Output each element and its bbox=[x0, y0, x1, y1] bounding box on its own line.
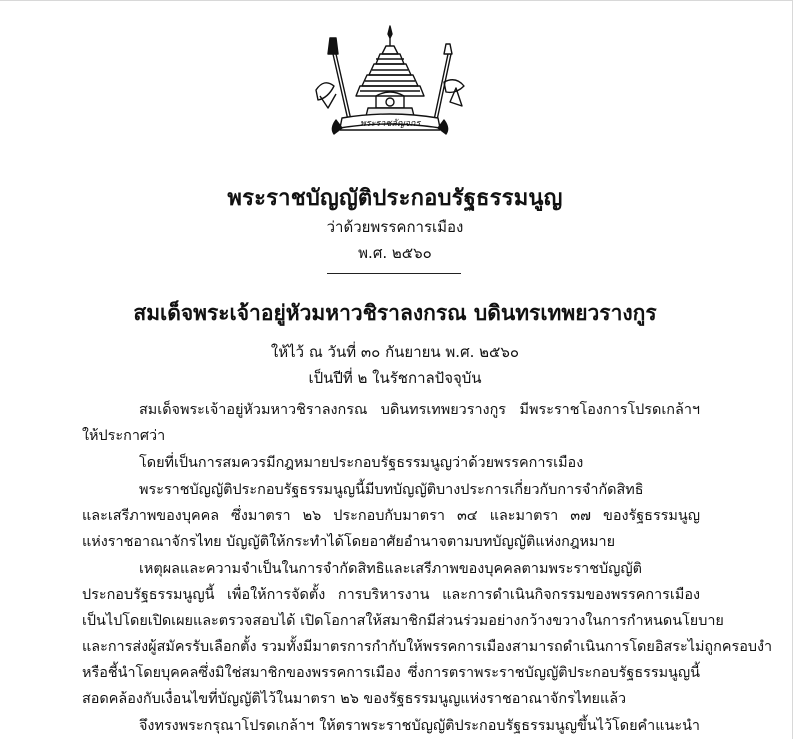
body-line: แห่งราชอาณาจักรไทย บัญญัติให้กระทำได้โดยอาศัยอำนาจตามบทบัญญัติแห่งกฎหมาย bbox=[82, 534, 616, 550]
body-line: สมเด็จพระเจ้าอยู่หัวมหาวชิราลงกรณ บดินทรเทพยวรางกูร มีพระราชโองการโปรดเกล้าฯ bbox=[139, 402, 700, 418]
title-divider bbox=[327, 273, 461, 274]
body-line: จึงทรงพระกรุณาโปรดเกล้าฯ ให้ตราพระราชบัญญัติประกอบรัฐธรรมนูญขึ้นไว้โดยคำแนะนำ bbox=[139, 718, 700, 734]
body-line: เป็นไปโดยเปิดเผยและตรวจสอบได้ เปิดโอกาสให้สมาชิกมีส่วนร่วมอย่างกว้างขวางในการกำหนดนโยบาย bbox=[82, 613, 724, 629]
king-name: สมเด็จพระเจ้าอยู่หัวมหาวชิราลงกรณ บดินทรเทพยวรางกูร bbox=[133, 301, 657, 325]
body-line: ให้ประกาศว่า bbox=[82, 428, 166, 444]
reign-year: เป็นปีที่ ๒ ในรัชกาลปัจจุบัน bbox=[308, 369, 482, 387]
given-date: ให้ไว้ ณ วันที่ ๓๐ กันยายน พ.ศ. ๒๕๖๐ bbox=[270, 343, 520, 361]
body-line: หรือชี้นำโดยบุคคลซึ่งมิใช่สมาชิกของพรรคการเมือง ซึ่งการตราพระราชบัญญัติประกอบรัฐธรรมนูญนี้ bbox=[82, 665, 700, 681]
body-line: ประกอบรัฐธรรมนูญนี้ เพื่อให้การจัดตั้ง การบริหารงาน และการดำเนินกิจกรรมของพรรคการเมือง bbox=[82, 587, 700, 603]
body-line: โดยที่เป็นการสมควรมีกฎหมายประกอบรัฐธรรมนูญว่าด้วยพรรคการเมือง bbox=[139, 455, 584, 471]
document-year: พ.ศ. ๒๕๖๐ bbox=[358, 244, 432, 262]
body-line: เหตุผลและความจำเป็นในการจำกัดสิทธิและเสรีภาพของบุคคลตามพระราชบัญญัติ bbox=[139, 561, 642, 577]
body-line: และเสรีภาพของบุคคล ซึ่งมาตรา ๒๖ ประกอบกับมาตรา ๓๔ และมาตรา ๓๗ ของรัฐธรรมนูญ bbox=[82, 508, 700, 524]
body-line: และการส่งผู้สมัครรับเลือกตั้ง รวมทั้งมีมาตรการกำกับให้พรรคการเมืองสามารถดำเนินการโดยอิสระไม่ถูกครอบงำ bbox=[82, 639, 773, 655]
emblem-ribbon-text: พระราชลัญจกร bbox=[359, 119, 421, 129]
body-line: สอดคล้องกับเงื่อนไขที่บัญญัติไว้ในมาตรา ๒๖ ของรัฐธรรมนูญแห่งราชอาณาจักรไทยแล้ว bbox=[82, 691, 627, 707]
page-border-top bbox=[0, 0, 793, 1]
document-title: พระราชบัญญัติประกอบรัฐธรรมนูญ bbox=[227, 186, 563, 211]
body-line: พระราชบัญญัติประกอบรัฐธรรมนูญนี้มีบทบัญญัติบางประการเกี่ยวกับการจำกัดสิทธิ bbox=[139, 482, 644, 498]
document-subtitle: ว่าด้วยพรรคการเมือง bbox=[326, 218, 464, 236]
royal-seal-emblem bbox=[306, 24, 474, 146]
